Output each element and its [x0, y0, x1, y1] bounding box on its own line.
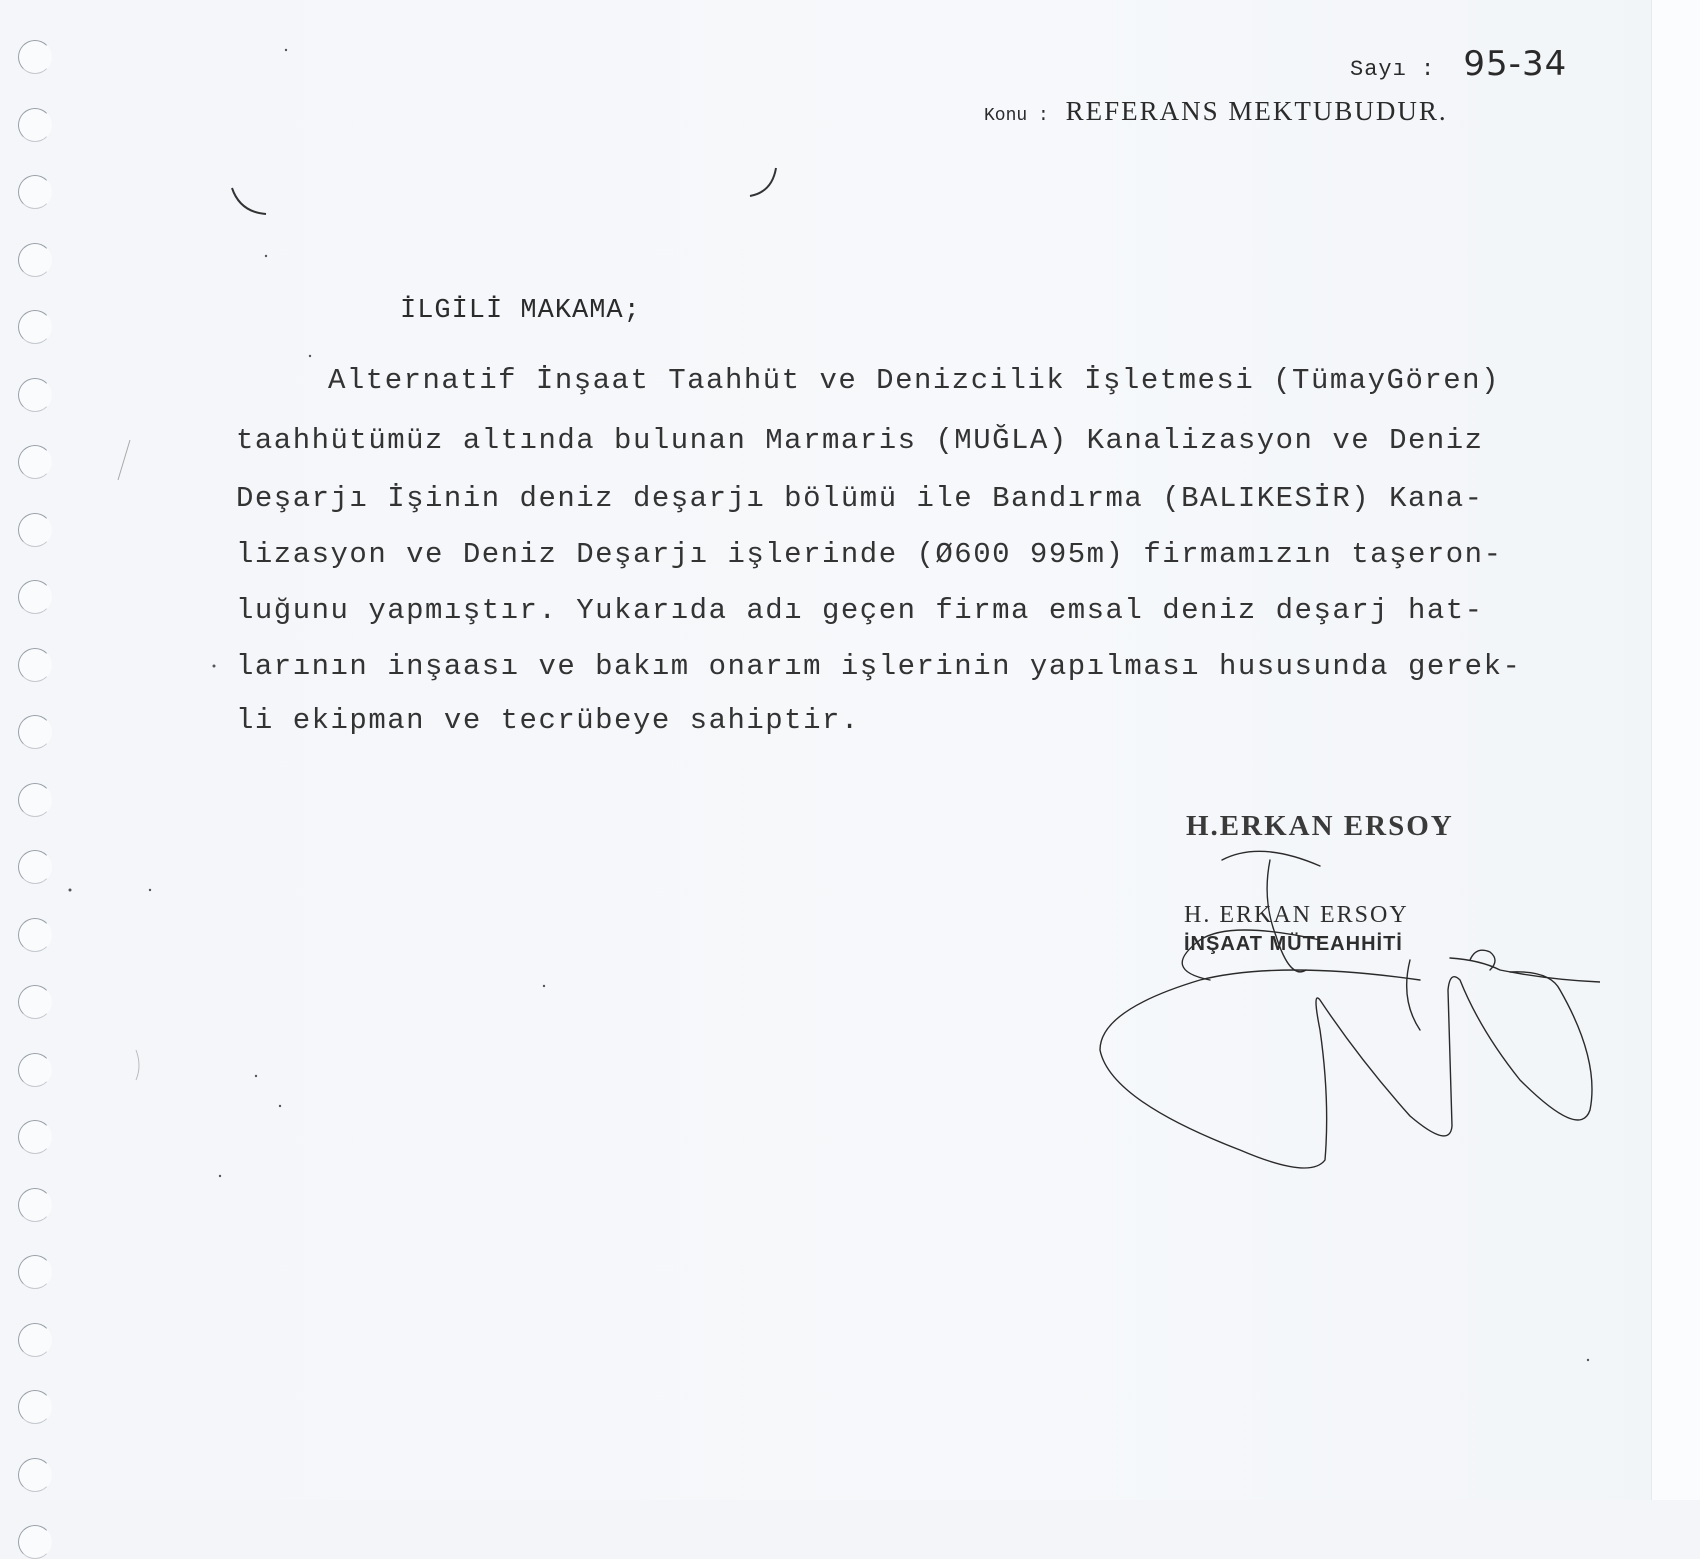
stamp-name: H. ERKAN ERSOY [1184, 902, 1409, 928]
konu-value: REFERANS MEKTUBUDUR. [1065, 96, 1448, 126]
konu-label: Konu : [984, 106, 1049, 126]
body-line-7: li ekipman ve tecrübeye sahiptir. [236, 704, 860, 737]
signatory-name: H.ERKAN ERSOY [1186, 810, 1454, 842]
body-line-4: lizasyon ve Deniz Deşarjı işlerinde (Ø600 995m) firmamızın taşeron- [236, 538, 1503, 571]
body-line-3: Deşarjı İşinin deniz deşarjı bölümü ile Bandırma (BALIKESİR) Kana- [236, 482, 1484, 515]
handwritten-signature [1080, 840, 1600, 1180]
binder-hole [18, 1525, 52, 1559]
sayi-label: Sayı : [1350, 57, 1436, 82]
body-line-2: taahhütümüz altında bulunan Marmaris (MUĞLA) Kanalizasyon ve Deniz [236, 424, 1484, 457]
body-line-6: larının inşaası ve bakım onarım işlerinin yapılması hususunda gerek- [236, 650, 1522, 683]
body-line-5: luğunu yapmıştır. Yukarıda adı geçen firma emsal deniz deşarj hat- [236, 594, 1484, 627]
sayi-value: 95-34 [1463, 44, 1568, 84]
greeting: İLGİLİ MAKAMA; [400, 296, 641, 326]
stamp-title: İNŞAAT MÜTEAHHİTİ [1184, 933, 1403, 955]
body-line-1: Alternatif İnşaat Taahhüt ve Denizcilik İşletmesi (TümayGören) [328, 364, 1500, 397]
